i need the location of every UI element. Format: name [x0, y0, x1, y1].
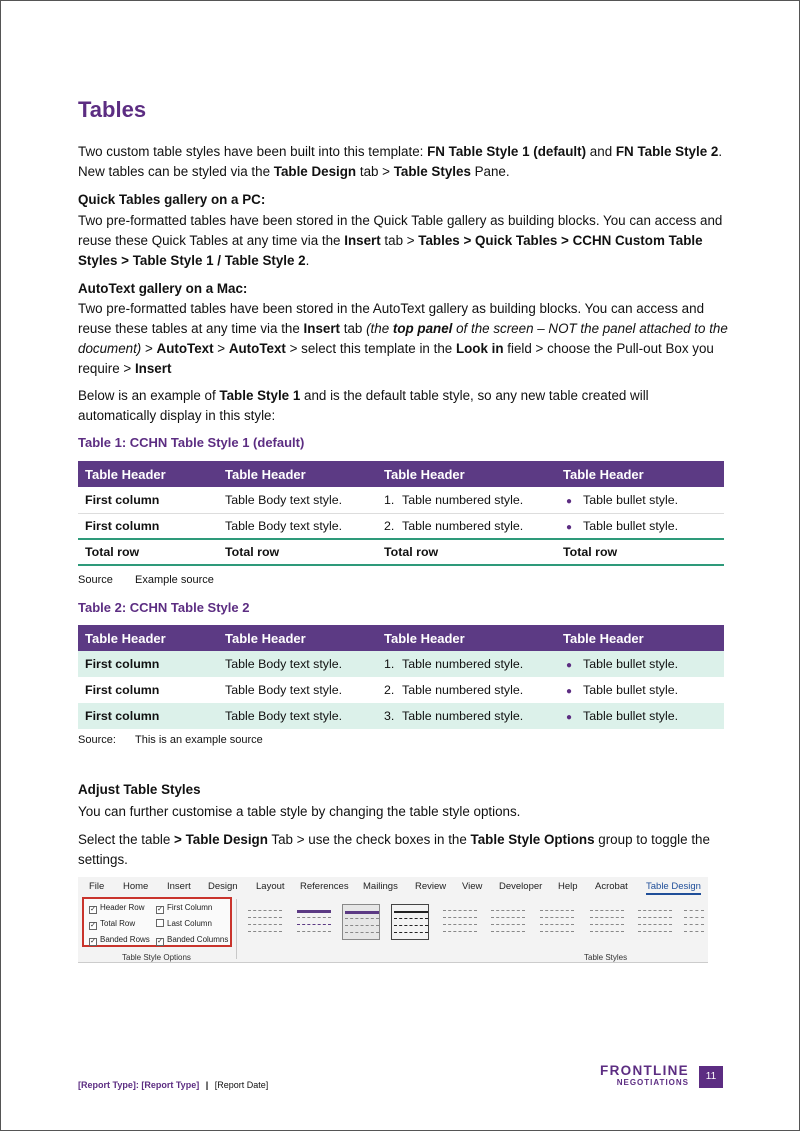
table1-cell: Table Body text style.: [218, 487, 377, 513]
ribbon-tab-mailings[interactable]: Mailings: [363, 881, 398, 892]
quick-path: Tables > Quick Tables > CCHN Custom Table Styles > Table Style 1 / Table Style 2: [78, 233, 703, 268]
source-label: Source: [78, 574, 113, 586]
brand-line-2: NEGOTIATIONS: [616, 1078, 689, 1087]
autotext-insert-final: Insert: [134, 361, 172, 376]
ribbon-divider: [236, 899, 237, 959]
adjust-table-design: > Table Design: [174, 832, 268, 847]
table1-cell: [556, 487, 724, 513]
autotext-text: tab: [340, 321, 367, 336]
cell-text: Table bullet style.: [583, 709, 679, 723]
below-text: Below is an example of: [78, 388, 220, 403]
autotext-text: >: [141, 341, 157, 356]
option-banded-columns[interactable]: [156, 935, 228, 946]
table1-cell: [377, 487, 556, 513]
table1-cell: [556, 513, 724, 539]
table2-cell: First column: [78, 703, 218, 729]
autotext-italic: of the screen – NOT the panel attached to the document): [78, 321, 728, 356]
table2-header-cell: Table Header: [78, 625, 218, 651]
list-number: 2.: [384, 518, 395, 533]
table2-cell: Table Body text style.: [218, 703, 377, 729]
below-style: Table Style 1: [219, 388, 301, 403]
ribbon-tab-file[interactable]: File: [89, 881, 105, 892]
ribbon-tabs: [78, 877, 708, 897]
autotext-text: >: [213, 341, 229, 356]
quick-insert: Insert: [344, 233, 381, 248]
page-title: Tables: [78, 97, 147, 122]
footer-report-type: [Report Type]:: [78, 1080, 139, 1090]
table2-row: [78, 703, 724, 729]
list-number: 3.: [384, 709, 395, 723]
adjust-paragraph-2: [78, 830, 728, 870]
table2-cell: Table Body text style.: [225, 683, 343, 697]
table1-cell: [377, 513, 556, 539]
option-total-row[interactable]: [89, 919, 135, 930]
below-paragraph: [78, 386, 728, 426]
table1-caption: Table 1: CCHN Table Style 1 (default): [78, 435, 305, 450]
table1-total-cell: Total row: [377, 539, 556, 565]
ribbon-tab-design[interactable]: Design: [208, 881, 238, 892]
quick-title: Quick Tables gallery on a PC:: [78, 192, 266, 207]
autotext-text: > select this template in the: [285, 341, 456, 356]
table2-header-cell: Table Header: [377, 625, 556, 651]
cell-text: Table numbered style.: [402, 683, 524, 697]
bullet-icon: ●: [566, 712, 573, 723]
source-label: Source:: [78, 734, 116, 746]
table1-row: [78, 487, 724, 513]
ribbon-tab-view[interactable]: View: [462, 881, 483, 892]
autotext-text: field > choose the Pull-out Box you require >: [78, 341, 714, 376]
styles-group-label: Table Styles: [584, 953, 628, 962]
footer-separator: |: [205, 1080, 209, 1090]
intro-table-styles: Table Styles: [393, 164, 471, 179]
footer-report-type: [Report Type]: [141, 1080, 200, 1090]
autotext-text: Two pre-formatted tables have been stored in the AutoText gallery as building blocks. You can access and reuse these tables at any time via the: [78, 301, 705, 336]
intro-text: tab >: [356, 164, 394, 179]
adjust-text: Select the table: [78, 832, 175, 847]
adjust-text: group to toggle the settings.: [78, 832, 710, 867]
quick-paragraph: [78, 211, 728, 271]
autotext-autotext: AutoText: [156, 341, 214, 356]
table1-total-row: [78, 539, 724, 565]
intro-style2: FN Table Style 2: [615, 144, 719, 159]
table2-cell: First column: [85, 683, 160, 697]
table2-cell: Table Body text style.: [218, 651, 377, 677]
table1-cell: First column: [78, 513, 218, 539]
option-banded-rows[interactable]: [89, 935, 150, 946]
ribbon-tab-acrobat[interactable]: Acrobat: [595, 881, 628, 892]
table-style-thumbnail[interactable]: [538, 904, 576, 940]
autotext-look-in: Look in: [455, 341, 504, 356]
autotext-title: AutoText gallery on a Mac:: [78, 281, 248, 296]
table2-source: [78, 734, 263, 746]
ribbon-tab-help[interactable]: Help: [558, 881, 578, 892]
below-text: and is the default table style, so any new table created will automatically display in this style:: [78, 388, 649, 423]
cell-text: Table bullet style.: [583, 657, 679, 671]
table2-cell: [377, 651, 556, 677]
checkbox-icon[interactable]: ✓: [90, 906, 96, 913]
ribbon-screenshot: [78, 877, 708, 963]
intro-text: and: [586, 144, 616, 159]
option-label: Last Column: [167, 919, 212, 928]
table1-row: [78, 513, 724, 539]
cell-text: Table bullet style.: [583, 518, 679, 533]
table2-cell: [556, 677, 724, 703]
intro-text: Two custom table styles have been built into this template:: [78, 144, 428, 159]
checkbox-icon[interactable]: [156, 919, 164, 927]
autotext-italic: (the: [366, 321, 393, 336]
table-style-thumbnail[interactable]: [682, 904, 706, 940]
table2-header-cell: Table Header: [556, 625, 724, 651]
table1-cell: First column: [78, 487, 218, 513]
table1-total-cell: Total row: [78, 539, 218, 565]
checkbox-icon[interactable]: ✓: [90, 922, 96, 929]
intro-style1: FN Table Style 1 (default): [427, 144, 587, 159]
option-label: Total Row: [100, 919, 136, 928]
checkbox-icon[interactable]: ✓: [157, 938, 163, 945]
table2-cell: [377, 677, 556, 703]
cell-text: Table numbered style.: [402, 492, 524, 507]
ribbon-tab-layout[interactable]: Layout: [256, 881, 285, 892]
table2-cell: [377, 703, 556, 729]
table-style-thumbnail[interactable]: [342, 904, 380, 940]
ribbon-tab-developer[interactable]: Developer: [499, 881, 543, 892]
table2-caption: Table 2: CCHN Table Style 2: [78, 600, 250, 615]
table2: [78, 625, 724, 729]
table1-header-cell: Table Header: [377, 461, 556, 487]
autotext-insert: Insert: [303, 321, 341, 336]
adjust-text: Tab > use the check boxes in the: [267, 832, 471, 847]
table1-header-cell: Table Header: [218, 461, 377, 487]
table-style-thumbnail[interactable]: [246, 904, 284, 940]
table1-header-cell: Table Header: [556, 461, 724, 487]
option-label: Header Row: [100, 903, 145, 912]
ribbon-tab-table-design[interactable]: Table Design: [646, 881, 701, 895]
ribbon-tab-references[interactable]: References: [300, 881, 349, 892]
table2-row: [78, 677, 724, 703]
cell-text: Table numbered style.: [402, 518, 524, 533]
table1-header-row: [78, 461, 724, 487]
intro-paragraph: [78, 142, 728, 182]
intro-table-design: Table Design: [273, 164, 357, 179]
cell-text: Table bullet style.: [583, 683, 679, 697]
option-label: Banded Rows: [100, 935, 150, 944]
table1-total-cell: Total row: [218, 539, 377, 565]
adjust-title: Adjust Table Styles: [78, 782, 201, 797]
bullet-icon: ●: [566, 660, 573, 671]
checkbox-icon[interactable]: ✓: [90, 938, 96, 945]
ribbon-tab-insert[interactable]: Insert: [167, 881, 191, 892]
quick-text: .: [305, 253, 310, 268]
table-style-thumbnail[interactable]: [636, 904, 674, 940]
table-style-thumbnail[interactable]: [588, 904, 626, 940]
checkbox-icon[interactable]: ✓: [157, 906, 163, 913]
autotext-autotext: AutoText: [228, 341, 286, 356]
table-style-thumbnail[interactable]: [391, 904, 429, 940]
footer-report-date: [Report Date]: [214, 1080, 269, 1090]
table1-cell: Table Body text style.: [218, 513, 377, 539]
table-style-options-box: [82, 897, 232, 947]
option-header-row[interactable]: [89, 903, 144, 914]
table-style-thumbnail[interactable]: [489, 904, 527, 940]
table-style-thumbnail[interactable]: [295, 904, 333, 940]
autotext-top-panel: top panel: [392, 321, 453, 336]
brand-line-1: FRONTLINE: [600, 1063, 689, 1078]
option-first-column[interactable]: [156, 903, 212, 914]
ribbon-tab-home[interactable]: Home: [123, 881, 149, 892]
table2-cell: First column: [78, 651, 218, 677]
table1: [78, 461, 724, 566]
cell-text: Table numbered style.: [402, 657, 524, 671]
table1-header-cell: Table Header: [78, 461, 218, 487]
brand-logo: [591, 1065, 689, 1089]
table2-header-cell: Table Header: [218, 625, 377, 651]
options-group-label: Table Style Options: [122, 953, 191, 962]
adjust-options: Table Style Options: [470, 832, 595, 847]
table2-row: [78, 651, 724, 677]
bullet-icon: ●: [566, 686, 573, 697]
table-style-thumbnail[interactable]: [441, 904, 479, 940]
footer-report-info: [78, 1080, 268, 1090]
ribbon-tab-review[interactable]: Review: [415, 881, 447, 892]
intro-text: Pane.: [470, 164, 510, 179]
list-number: 1.: [384, 657, 395, 671]
cell-text: Table numbered style.: [402, 709, 524, 723]
option-label: First Column: [167, 903, 213, 912]
list-number: 2.: [384, 683, 395, 697]
cell-text: Table bullet style.: [583, 492, 679, 507]
page-number: 11: [699, 1066, 723, 1088]
quick-text: tab >: [380, 233, 419, 248]
autotext-paragraph: [78, 299, 728, 379]
intro-text: . New tables can be styled via the: [78, 144, 723, 179]
source-text: Example source: [135, 574, 214, 586]
table2-cell: [556, 651, 724, 677]
bullet-icon: ●: [566, 521, 573, 533]
bullet-icon: ●: [566, 495, 573, 507]
table2-header-row: [78, 625, 724, 651]
table1-source: [78, 574, 214, 586]
quick-text: Two pre-formatted tables have been stored in the Quick Table gallery as building blocks. You can access and reuse these Quick Tables at any time via the: [78, 213, 723, 248]
option-last-column[interactable]: [156, 919, 212, 928]
table1-total-cell: Total row: [556, 539, 724, 565]
source-text: This is an example source: [135, 734, 263, 746]
adjust-paragraph-1: You can further customise a table style by changing the table style options.: [78, 804, 521, 819]
option-label: Banded Columns: [167, 935, 229, 944]
table2-cell: [556, 703, 724, 729]
list-number: 1.: [384, 492, 395, 507]
